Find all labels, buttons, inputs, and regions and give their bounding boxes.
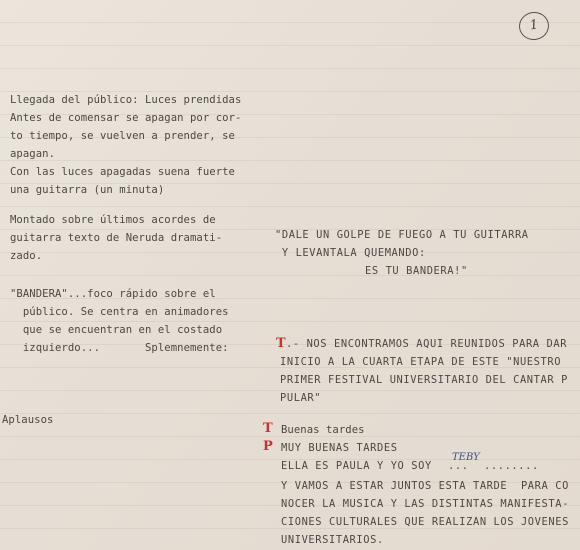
neruda-quote-line: ES TU BANDERA!" [365, 265, 468, 277]
stage-direction-line: que se encuentran en el costado [10, 324, 223, 336]
stage-direction-line: izquierdo... [10, 342, 100, 354]
stage-direction-line: "BANDERA"...foco rápido sobre el [10, 288, 216, 300]
stage-direction-line: Llegada del público: Luces prendidas [10, 94, 242, 106]
stage-direction-line: Aplausos [2, 414, 54, 426]
stage-direction-line: una guitarra (un minuta) [10, 184, 165, 196]
neruda-quote-line: "DALE UN GOLPE DE FUEGO A TU GUITARRA [275, 229, 529, 241]
stage-direction-line: Montado sobre últimos acordes de [10, 214, 216, 226]
intro-line: Y VAMOS A ESTAR JUNTOS ESTA TARDE PARA CO [281, 480, 569, 492]
greeting-line: MUY BUENAS TARDES [281, 442, 398, 454]
speaker-marker-t: T [276, 336, 286, 351]
stage-direction-line: público. Se centra en animadores [10, 306, 229, 318]
stage-direction-line: Con las luces apagadas suena fuerte [10, 166, 235, 178]
stage-direction-line: zado. [10, 250, 43, 262]
speaker-marker-p: P [263, 439, 273, 454]
speech-line: .- NOS ENCONTRAMOS AQUI REUNIDOS PARA DAR [286, 338, 568, 350]
greeting-line: Buenas tardes [281, 424, 365, 436]
intro-line: CIONES CULTURALES QUE REALIZAN LOS JOVENES [281, 516, 569, 528]
speaker-marker-t: T [263, 421, 273, 436]
stage-direction-line: Splemnemente: [145, 342, 229, 354]
intro-line: UNIVERSITARIOS. [281, 534, 384, 546]
stage-direction-line: to tiempo, se vuelven a prender, se [10, 130, 235, 142]
neruda-quote-line: Y LEVANTALA QUEMANDO: [275, 247, 426, 259]
intro-line-dots: ... [448, 460, 469, 472]
handwritten-name: TEBY [452, 452, 480, 463]
speech-line: PRIMER FESTIVAL UNIVERSITARIO DEL CANTAR P [280, 374, 568, 386]
speech-line: INICIO A LA CUARTA ETAPA DE ESTE "NUESTRO [280, 356, 562, 368]
speech-line: PULAR" [280, 392, 322, 404]
intro-line-suffix: ........ [484, 460, 539, 472]
intro-line-prefix: ELLA ES PAULA Y YO SOY [281, 460, 432, 472]
page-number-circle: 1 [517, 10, 551, 42]
stage-direction-line: guitarra texto de Neruda dramati- [10, 232, 223, 244]
stage-direction-line: apagan. [10, 148, 55, 160]
intro-line: NOCER LA MUSICA Y LAS DISTINTAS MANIFESTA- [281, 498, 569, 510]
stage-direction-line: Antes de comensar se apagan por cor- [10, 112, 242, 124]
